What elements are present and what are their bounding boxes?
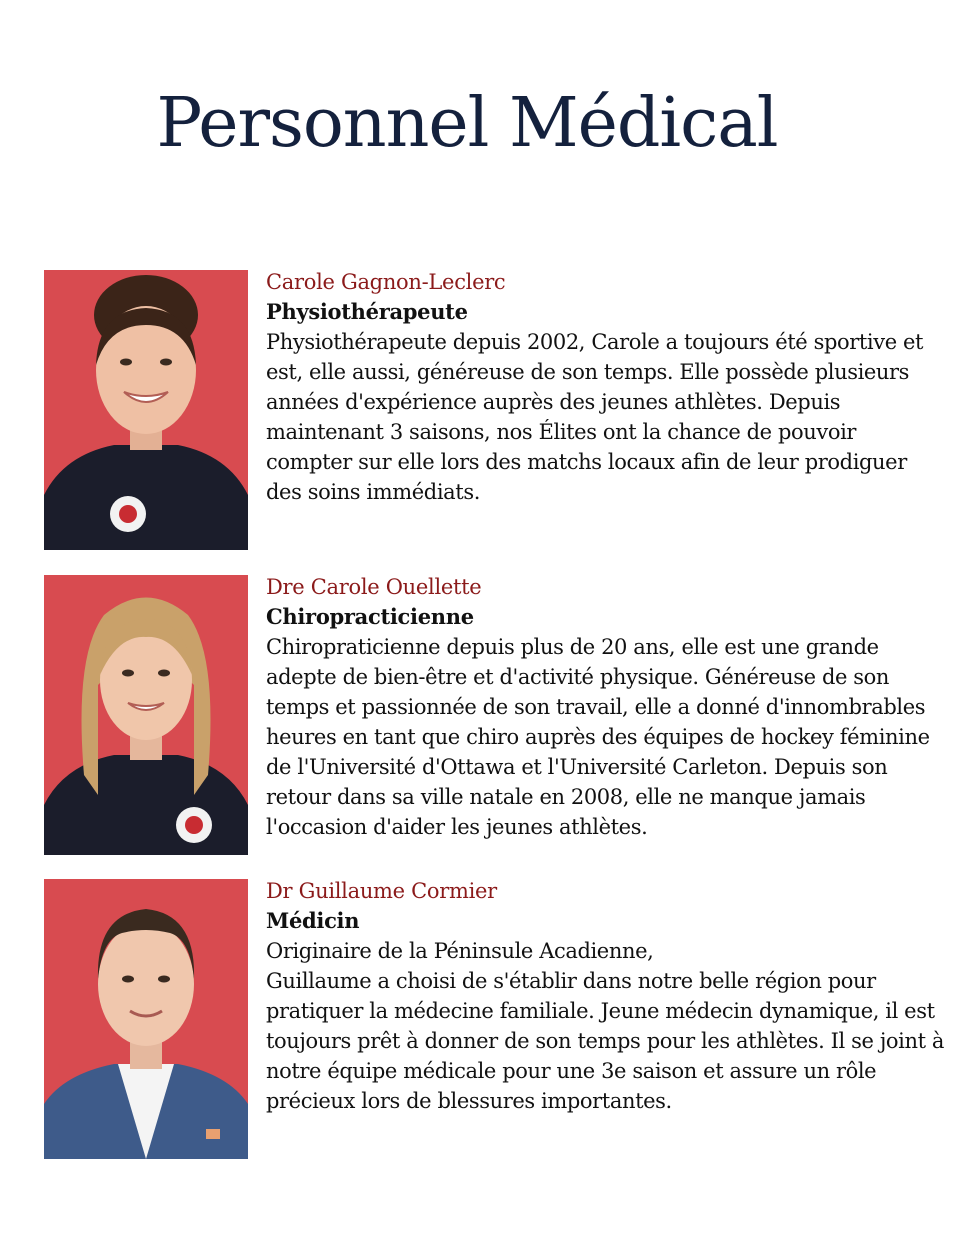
staff-photo [44, 575, 248, 855]
staff-bio: Guillaume a choisi de s'établir dans notre belle région pour pratiquer la médecine familiale. Jeune médecin dynamique, il est toujours prêt à donner de son temps pour les athlètes. Il se joint à notre équipe médicale pour une 3e saison et assure un rôle précieux lors de blessures importantes. [266, 969, 945, 1113]
staff-role: Chiropracticienne [266, 604, 474, 629]
staff-bio: Physiothérapeute depuis 2002, Carole a toujours été sportive et est, elle aussi, généreuse de son temps. Elle possède plusieurs années d'expérience auprès des jeunes athlètes. Depuis maintenant 3 saisons, nos Élites ont la chance de pouvoir compter sur elle lors des matchs locaux afin de leur prodiguer des soins immédiats. [266, 330, 924, 504]
staff-name: Carole Gagnon-Leclerc [266, 270, 506, 294]
staff-photo [44, 270, 248, 550]
staff-name: Dr Guillaume Cormier [266, 879, 497, 903]
page-title: Personnel Médical [156, 84, 778, 163]
staff-photo [44, 879, 248, 1159]
staff-role: Médicin [266, 908, 360, 933]
staff-name: Dre Carole Ouellette [266, 575, 482, 599]
staff-bio: Chiropraticienne depuis plus de 20 ans, elle est une grande adepte de bien-être et d'activité physique. Généreuse de son temps et passionnée de son travail, elle a donné d'innombrables heures en tant que chiro auprès des équipes de hockey féminine de l'Université d'Ottawa et l'Université Carleton. Depuis son retour dans sa ville natale en 2008, elle ne manque jamais l'occasion d'aider les jeunes athlètes. [266, 635, 930, 839]
staff-role: Physiothérapeute [266, 299, 468, 324]
staff-bio-intro: Originaire de la Péninsule Acadienne, [266, 939, 654, 963]
